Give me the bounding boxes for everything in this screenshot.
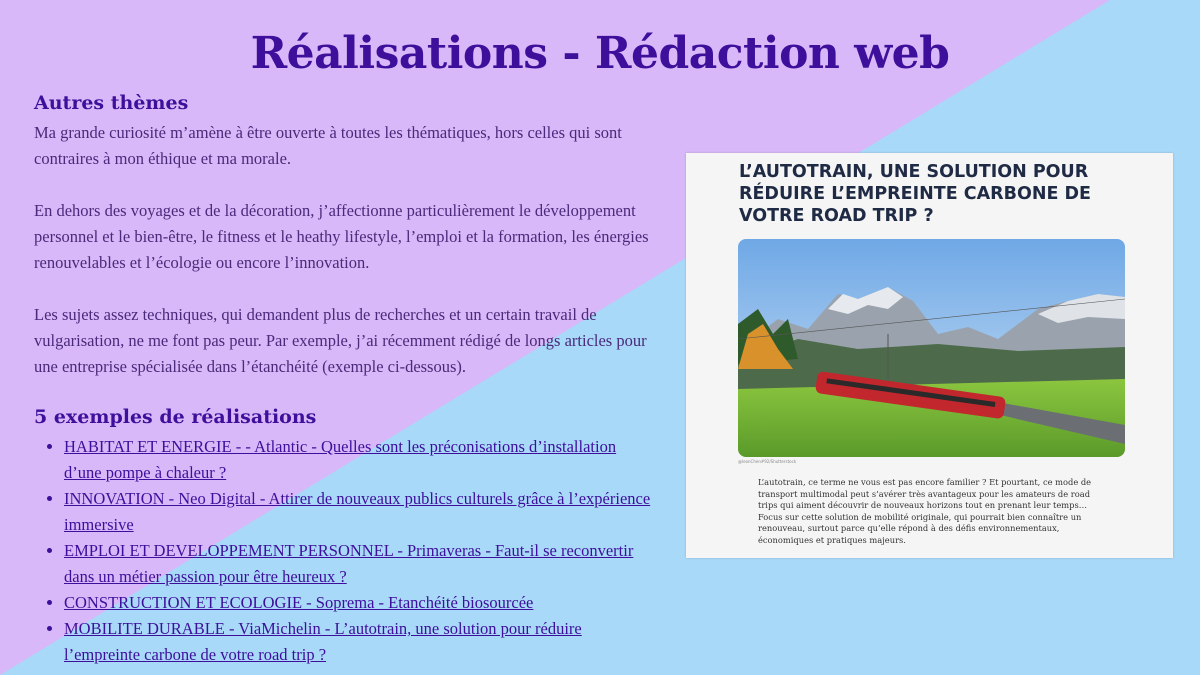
section-heading-other-themes: Autres thèmes [34,92,189,114]
paragraph-curiosity: Ma grande curiosité m’amène à être ouverte à toutes les thématiques, hors celles qui sont contraires à mon éthique et ma morale. [34,123,622,168]
examples-list [34,434,654,668]
example-link-innovation[interactable]: INNOVATION - Neo Digital - Attirer de nouveaux publics culturels grâce à l’expérience immersive [64,489,651,534]
example-link-emploi[interactable]: EMPLOI ET DEVELOPPEMENT PERSONNEL - Primaveras - Faut-il se reconvertir dans un métier passion pour être heureux ? [64,541,634,586]
page-title: Réalisations - Rédaction web [250,28,950,79]
list-item [64,486,654,538]
train-landscape-image [738,239,1125,457]
example-link-construction[interactable]: CONSTRUCTION ET ECOLOGIE - Soprema - Etanchéité biosourcée [64,593,534,612]
photo-credit: @leonChen#92/Shutterstock [738,459,797,464]
list-item [64,616,654,668]
article-excerpt: L’autotrain, ce terme ne vous est pas encore familier ? Et pourtant, ce mode de transport multimodal peut s’avérer très avantageux pour les amateurs de road trips qui aiment découvrir de nouveaux horizons tout en prenant leur temps… Focus sur cette solution de mobilité originale, qui pourrait bien connaître un renouveau, surtout parce qu’elle répond à des défis environnementaux, économiques et pratiques majeurs. [758,477,1092,545]
text-column [34,92,654,668]
article-title: L’AUTOTRAIN, UNE SOLUTION POUR RÉDUIRE L’EMPREINTE CARBONE DE VOTRE ROAD TRIP ? [739,162,1091,226]
section-heading-examples: 5 exemples de réalisations [34,406,317,428]
article-preview-card [686,153,1173,558]
article-photo [738,239,1125,457]
example-link-mobilite[interactable]: MOBILITE DURABLE - ViaMichelin - L’autotrain, une solution pour réduire l’empreinte carbone de votre road trip ? [64,619,582,664]
list-item [64,538,654,590]
paragraph-technical: Les sujets assez techniques, qui demandent plus de recherches et un certain travail de vulgarisation, ne me font pas peur. Par exemple, j’ai récemment rédigé de longs articles pour une entreprise spécialisée dans l’étanchéité (exemple ci-dessous). [34,305,647,376]
paragraph-themes: En dehors des voyages et de la décoration, j’affectionne particulièrement le développement personnel et le bien-être, le fitness et le heathy lifestyle, l’emploi et la formation, les énergies renouvelables et l’écologie ou encore l’innovation. [34,201,649,272]
example-link-habitat[interactable]: HABITAT ET ENERGIE - - Atlantic - Quelles sont les préconisations d’installation d’une pompe à chaleur ? [64,437,617,482]
list-item [64,590,654,616]
list-item [64,434,654,486]
